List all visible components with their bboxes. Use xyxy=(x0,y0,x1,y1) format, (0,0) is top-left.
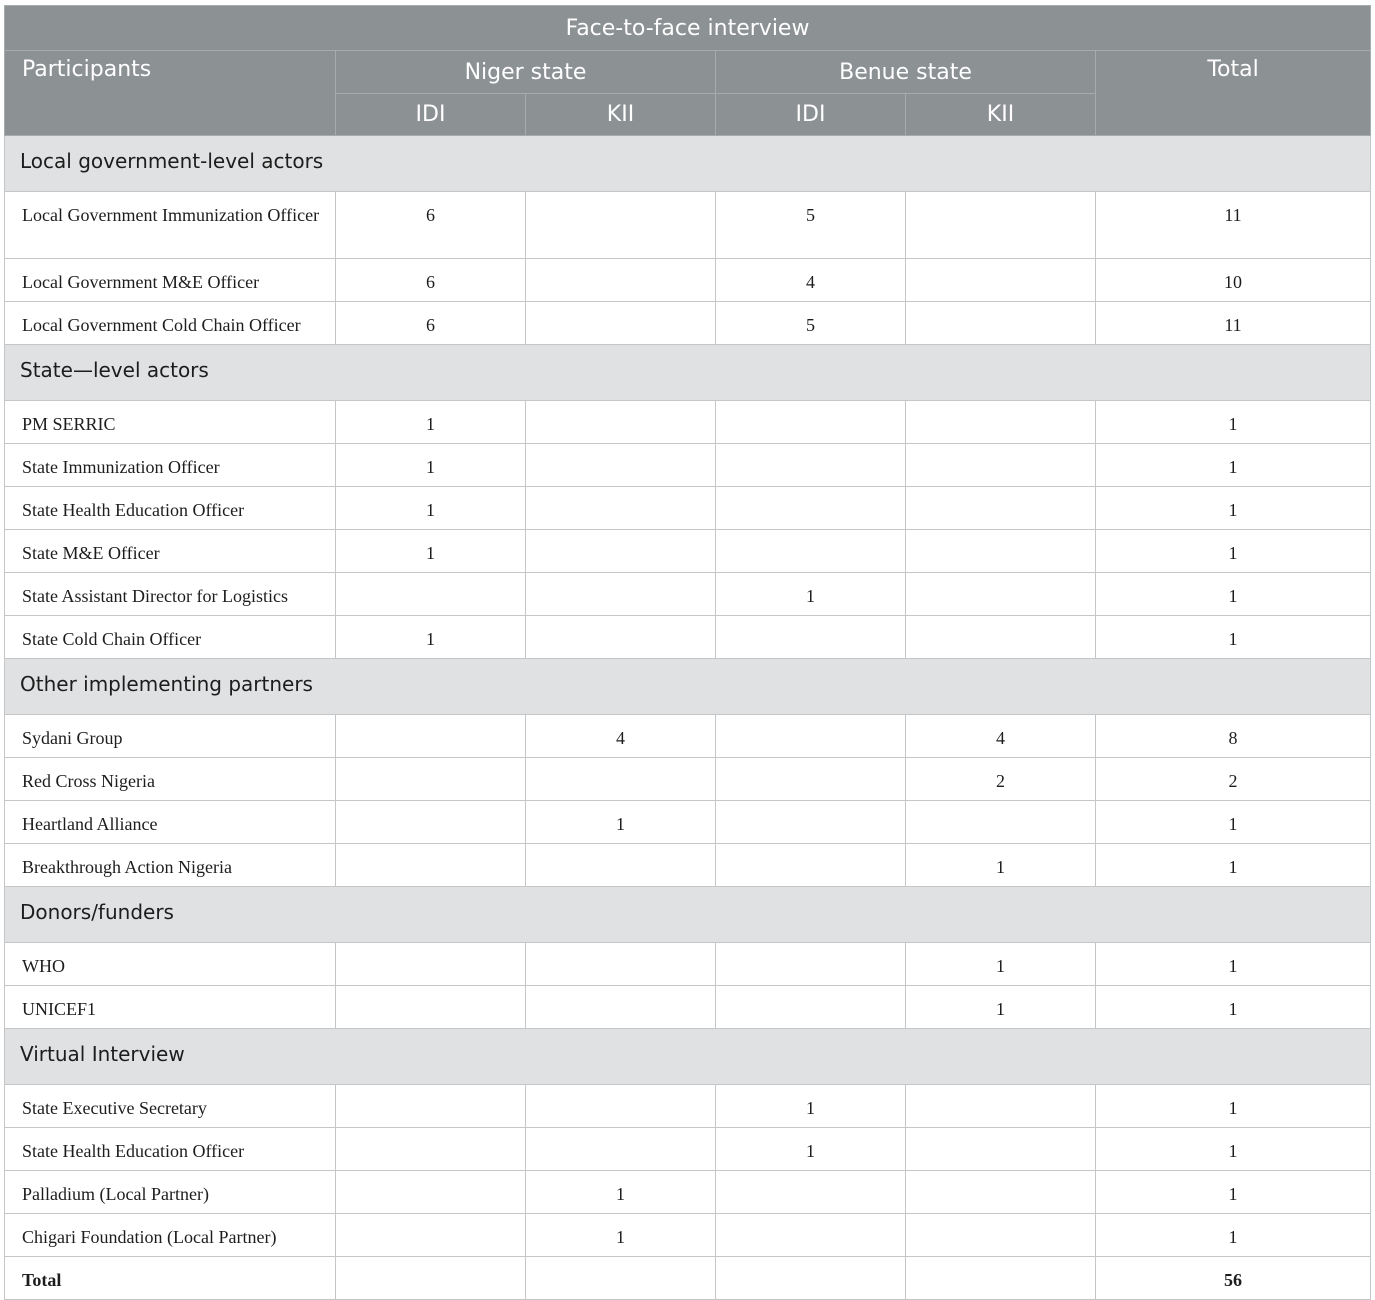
participant-label: PM SERRIC xyxy=(5,401,336,444)
participant-label: Palladium (Local Partner) xyxy=(5,1171,336,1214)
cell-niger-idi: 6 xyxy=(336,192,526,259)
participant-label: State Cold Chain Officer xyxy=(5,616,336,659)
cell-benue-kii xyxy=(906,401,1096,444)
cell-benue-idi: 4 xyxy=(716,259,906,302)
total-header: Total xyxy=(1096,51,1371,136)
cell-benue-kii xyxy=(906,192,1096,259)
cell-niger-idi xyxy=(336,844,526,887)
participant-label: State Immunization Officer xyxy=(5,444,336,487)
cell-niger-kii xyxy=(526,444,716,487)
table-row xyxy=(5,844,1371,887)
cell-niger-idi xyxy=(336,943,526,986)
cell-benue-idi xyxy=(716,616,906,659)
participant-label: State Executive Secretary xyxy=(5,1085,336,1128)
table-body xyxy=(5,136,1371,1300)
cell-niger-idi xyxy=(336,758,526,801)
table-row xyxy=(5,616,1371,659)
cell-total: 1 xyxy=(1096,530,1371,573)
cell-niger-idi xyxy=(336,1214,526,1257)
cell-benue-kii xyxy=(906,1085,1096,1128)
cell-benue-idi xyxy=(716,758,906,801)
cell-niger-kii xyxy=(526,302,716,345)
cell-niger-kii xyxy=(526,1257,716,1300)
section-title: State—level actors xyxy=(5,345,1371,401)
participant-label: WHO xyxy=(5,943,336,986)
cell-benue-idi xyxy=(716,943,906,986)
cell-benue-kii xyxy=(906,1214,1096,1257)
table-row xyxy=(5,986,1371,1029)
cell-benue-idi xyxy=(716,844,906,887)
table-row xyxy=(5,1214,1371,1257)
cell-benue-kii xyxy=(906,1257,1096,1300)
cell-benue-kii xyxy=(906,302,1096,345)
cell-benue-idi xyxy=(716,1171,906,1214)
participant-label: State Health Education Officer xyxy=(5,487,336,530)
cell-benue-idi: 1 xyxy=(716,573,906,616)
cell-total: 2 xyxy=(1096,758,1371,801)
cell-niger-kii xyxy=(526,259,716,302)
section-row xyxy=(5,136,1371,192)
cell-niger-kii xyxy=(526,844,716,887)
cell-total: 11 xyxy=(1096,302,1371,345)
benue-idi-header: IDI xyxy=(716,94,906,136)
table-row xyxy=(5,302,1371,345)
cell-total: 1 xyxy=(1096,986,1371,1029)
cell-niger-idi: 1 xyxy=(336,530,526,573)
cell-benue-idi xyxy=(716,986,906,1029)
table-row xyxy=(5,1171,1371,1214)
participant-label: Local Government Immunization Officer xyxy=(5,192,336,259)
cell-total: 1 xyxy=(1096,943,1371,986)
cell-benue-idi: 1 xyxy=(716,1085,906,1128)
cell-niger-idi: 1 xyxy=(336,487,526,530)
cell-niger-idi xyxy=(336,1257,526,1300)
participants-header: Participants xyxy=(5,51,336,136)
niger-idi-header: IDI xyxy=(336,94,526,136)
table-row xyxy=(5,801,1371,844)
cell-niger-kii: 1 xyxy=(526,1171,716,1214)
cell-niger-idi: 6 xyxy=(336,259,526,302)
table-row xyxy=(5,1085,1371,1128)
table-row xyxy=(5,715,1371,758)
participant-label: Red Cross Nigeria xyxy=(5,758,336,801)
total-row xyxy=(5,1257,1371,1300)
cell-total: 1 xyxy=(1096,444,1371,487)
cell-total: 11 xyxy=(1096,192,1371,259)
cell-niger-kii xyxy=(526,616,716,659)
cell-niger-kii: 1 xyxy=(526,801,716,844)
cell-total: 8 xyxy=(1096,715,1371,758)
cell-total: 1 xyxy=(1096,1171,1371,1214)
section-row xyxy=(5,887,1371,943)
cell-niger-kii xyxy=(526,487,716,530)
cell-niger-idi xyxy=(336,1171,526,1214)
section-title: Local government-level actors xyxy=(5,136,1371,192)
cell-niger-idi: 6 xyxy=(336,302,526,345)
cell-total: 1 xyxy=(1096,801,1371,844)
participant-label: Sydani Group xyxy=(5,715,336,758)
table-row xyxy=(5,259,1371,302)
cell-benue-idi: 5 xyxy=(716,302,906,345)
cell-benue-kii xyxy=(906,573,1096,616)
cell-niger-idi xyxy=(336,1085,526,1128)
cell-niger-kii xyxy=(526,943,716,986)
cell-benue-kii: 1 xyxy=(906,844,1096,887)
section-row xyxy=(5,345,1371,401)
cell-niger-idi: 1 xyxy=(336,401,526,444)
participant-label: Local Government M&E Officer xyxy=(5,259,336,302)
cell-niger-kii xyxy=(526,758,716,801)
participant-label: UNICEF1 xyxy=(5,986,336,1029)
cell-total: 10 xyxy=(1096,259,1371,302)
table-row xyxy=(5,1128,1371,1171)
cell-benue-idi: 5 xyxy=(716,192,906,259)
cell-benue-idi xyxy=(716,530,906,573)
benue-state-header: Benue state xyxy=(716,51,1096,94)
table-title: Face-to-face interview xyxy=(5,6,1371,51)
table-row xyxy=(5,758,1371,801)
cell-benue-kii: 4 xyxy=(906,715,1096,758)
table-row xyxy=(5,487,1371,530)
cell-benue-idi xyxy=(716,1214,906,1257)
niger-state-header: Niger state xyxy=(336,51,716,94)
cell-benue-kii xyxy=(906,530,1096,573)
cell-niger-idi: 1 xyxy=(336,444,526,487)
cell-niger-kii xyxy=(526,1085,716,1128)
table-row xyxy=(5,530,1371,573)
cell-benue-kii: 1 xyxy=(906,943,1096,986)
cell-niger-kii: 1 xyxy=(526,1214,716,1257)
cell-benue-kii xyxy=(906,616,1096,659)
cell-benue-kii xyxy=(906,801,1096,844)
cell-total: 1 xyxy=(1096,401,1371,444)
participant-label: Breakthrough Action Nigeria xyxy=(5,844,336,887)
cell-benue-idi: 1 xyxy=(716,1128,906,1171)
cell-total: 1 xyxy=(1096,844,1371,887)
cell-niger-kii xyxy=(526,530,716,573)
participant-label: State M&E Officer xyxy=(5,530,336,573)
cell-niger-kii xyxy=(526,1128,716,1171)
participant-label: Local Government Cold Chain Officer xyxy=(5,302,336,345)
cell-total: 1 xyxy=(1096,616,1371,659)
table-row xyxy=(5,444,1371,487)
cell-benue-kii xyxy=(906,1128,1096,1171)
table-row xyxy=(5,943,1371,986)
participant-label: State Assistant Director for Logistics xyxy=(5,573,336,616)
table-header xyxy=(5,6,1371,136)
cell-niger-kii xyxy=(526,401,716,444)
section-title: Donors/funders xyxy=(5,887,1371,943)
cell-benue-kii: 1 xyxy=(906,986,1096,1029)
cell-niger-kii xyxy=(526,573,716,616)
section-row xyxy=(5,1029,1371,1085)
cell-total: 1 xyxy=(1096,573,1371,616)
cell-benue-kii xyxy=(906,487,1096,530)
cell-total: 1 xyxy=(1096,1214,1371,1257)
cell-total: 1 xyxy=(1096,1128,1371,1171)
table-row xyxy=(5,401,1371,444)
cell-total: 1 xyxy=(1096,487,1371,530)
cell-total: 56 xyxy=(1096,1257,1371,1300)
participant-label: Heartland Alliance xyxy=(5,801,336,844)
cell-niger-kii xyxy=(526,986,716,1029)
cell-niger-idi xyxy=(336,1128,526,1171)
section-title: Other implementing partners xyxy=(5,659,1371,715)
cell-niger-idi xyxy=(336,715,526,758)
cell-total: 1 xyxy=(1096,1085,1371,1128)
cell-benue-idi xyxy=(716,487,906,530)
cell-niger-kii xyxy=(526,192,716,259)
benue-kii-header: KII xyxy=(906,94,1096,136)
table-row xyxy=(5,573,1371,616)
cell-benue-kii: 2 xyxy=(906,758,1096,801)
cell-benue-idi xyxy=(716,715,906,758)
participant-label: Total xyxy=(5,1257,336,1300)
participant-label: Chigari Foundation (Local Partner) xyxy=(5,1214,336,1257)
cell-benue-idi xyxy=(716,1257,906,1300)
section-row xyxy=(5,659,1371,715)
section-title: Virtual Interview xyxy=(5,1029,1371,1085)
niger-kii-header: KII xyxy=(526,94,716,136)
cell-benue-idi xyxy=(716,401,906,444)
cell-niger-idi xyxy=(336,801,526,844)
cell-benue-kii xyxy=(906,444,1096,487)
cell-benue-kii xyxy=(906,1171,1096,1214)
cell-benue-kii xyxy=(906,259,1096,302)
participant-label: State Health Education Officer xyxy=(5,1128,336,1171)
cell-niger-idi xyxy=(336,986,526,1029)
cell-niger-idi: 1 xyxy=(336,616,526,659)
participants-table xyxy=(4,5,1371,1300)
cell-benue-idi xyxy=(716,444,906,487)
cell-niger-kii: 4 xyxy=(526,715,716,758)
cell-benue-idi xyxy=(716,801,906,844)
cell-niger-idi xyxy=(336,573,526,616)
table-row xyxy=(5,192,1371,259)
